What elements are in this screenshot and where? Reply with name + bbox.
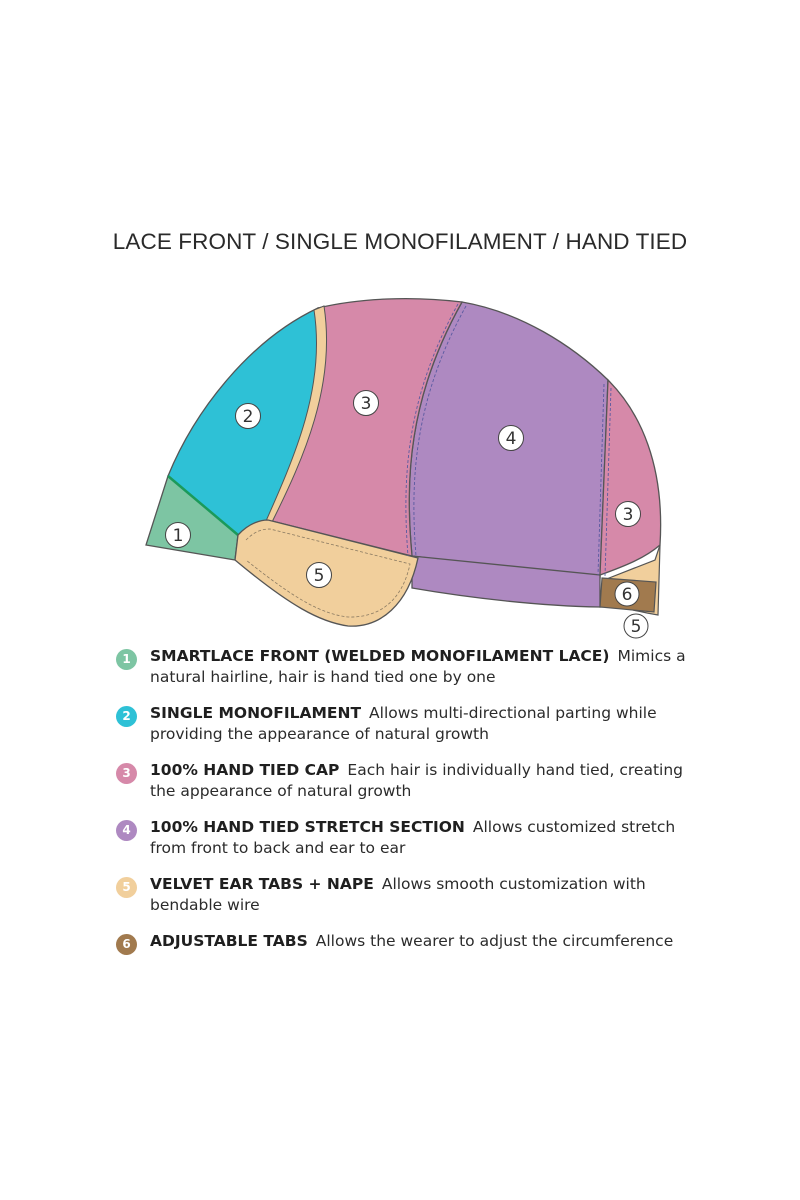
legend	[116, 646, 716, 961]
legend-item-4	[116, 817, 716, 874]
legend-item-2	[116, 703, 716, 760]
callout-2	[236, 404, 261, 429]
legend-description: Mimics a natural hairline, hair is hand tied one by one	[150, 647, 686, 686]
number-badge: 5	[116, 877, 137, 898]
callout-1	[166, 523, 191, 548]
number-badge: 3	[116, 763, 137, 784]
svg-text:1: 1	[172, 526, 184, 546]
legend-description: Allows smooth customization with bendable wire	[150, 875, 646, 914]
legend-name: ADJUSTABLE TABS	[150, 932, 308, 950]
svg-text:3: 3	[622, 505, 634, 525]
callout-5-nape	[624, 614, 648, 638]
number-badge: 4	[116, 820, 137, 841]
number-badge: 6	[116, 934, 137, 955]
svg-text:5: 5	[630, 617, 642, 637]
legend-name: SMARTLACE FRONT (WELDED MONOFILAMENT LACE)	[150, 647, 610, 665]
callout-4	[499, 426, 524, 451]
legend-name: 100% HAND TIED CAP	[150, 761, 340, 779]
svg-text:3: 3	[360, 394, 372, 414]
svg-text:5: 5	[313, 566, 325, 586]
number-badge: 1	[116, 649, 137, 670]
diagram-title: LACE FRONT / SINGLE MONOFILAMENT / HAND TIED	[112, 229, 688, 254]
legend-item-6	[116, 931, 716, 961]
legend-description: Allows the wearer to adjust the circumference	[315, 932, 674, 950]
svg-text:6: 6	[621, 585, 633, 605]
legend-name: VELVET EAR TABS + NAPE	[150, 875, 374, 893]
svg-text:2: 2	[242, 407, 254, 427]
legend-description: Allows customized stretch from front to back and ear to ear	[150, 818, 676, 857]
svg-text:4: 4	[505, 429, 517, 449]
legend-name: SINGLE MONOFILAMENT	[150, 704, 362, 722]
legend-description: Allows multi-directional parting while providing the appearance of natural growth	[150, 704, 657, 743]
callout-3-front	[354, 391, 379, 416]
number-badge: 2	[116, 706, 137, 727]
callout-5-ear	[307, 563, 332, 588]
hand-tied-cap-back-region	[600, 380, 661, 575]
legend-item-1	[116, 646, 716, 703]
callout-3-back	[616, 502, 641, 527]
legend-item-5	[116, 874, 716, 931]
legend-item-3	[116, 760, 716, 817]
legend-name: 100% HAND TIED STRETCH SECTION	[150, 818, 465, 836]
callout-6	[615, 582, 639, 606]
legend-description: Each hair is individually hand tied, creating the appearance of natural growth	[150, 761, 683, 800]
